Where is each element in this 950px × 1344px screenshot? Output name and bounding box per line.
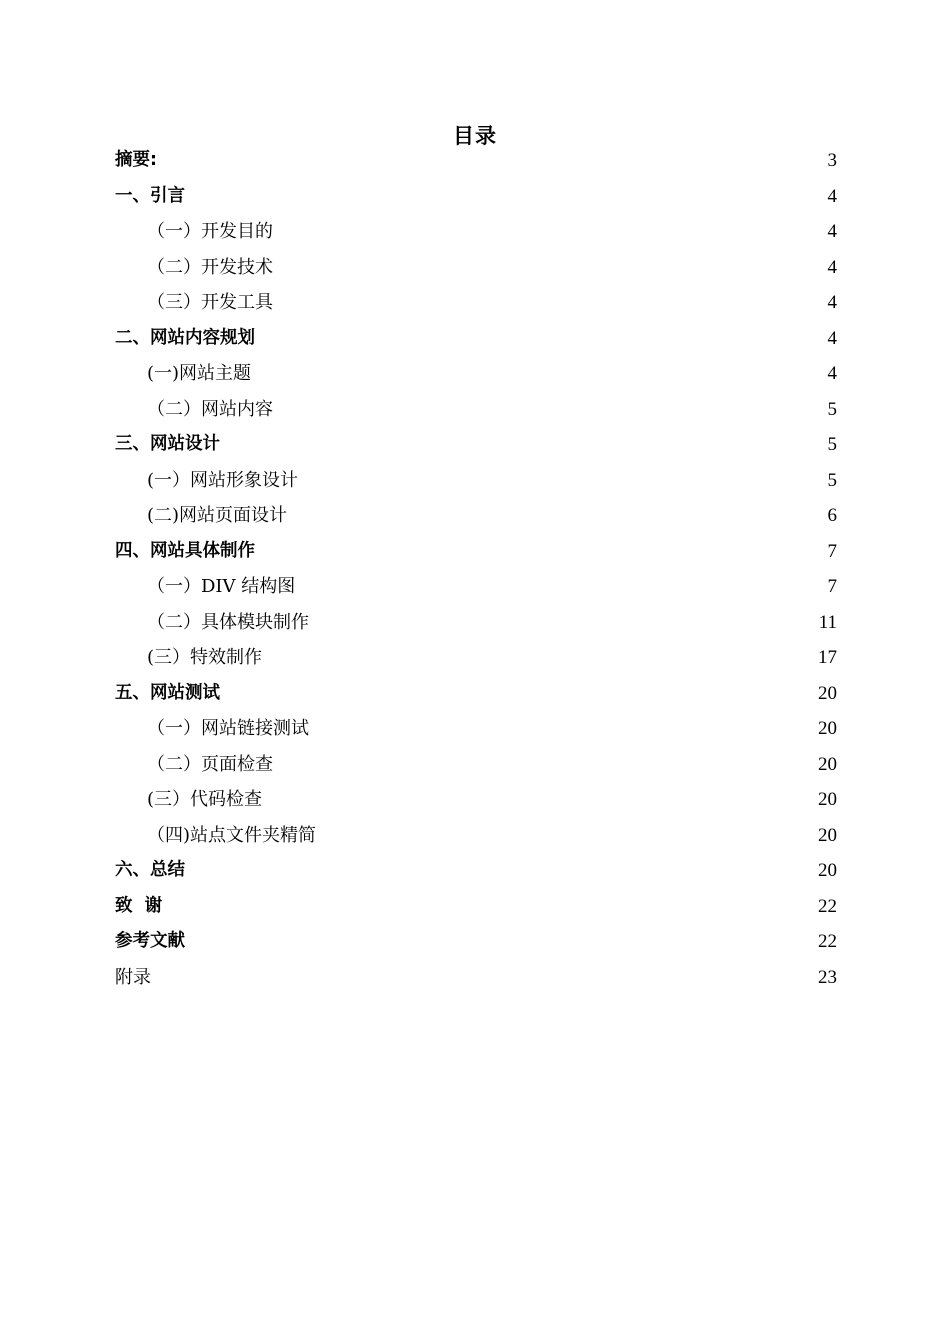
toc-entry-site-theme[interactable] bbox=[0, 356, 950, 392]
toc-entry-page-number: 5 bbox=[827, 398, 837, 420]
toc-entry-label: 二、网站内容规划 bbox=[115, 327, 255, 348]
toc-entry-page-number: 22 bbox=[818, 931, 837, 952]
toc-entry-label: (一)网站主题 bbox=[147, 363, 252, 384]
toc-entry-introduction[interactable] bbox=[0, 179, 950, 215]
toc-list bbox=[0, 143, 950, 995]
toc-entry-label: （一）网站链接测试 bbox=[147, 718, 309, 739]
toc-entry-page-number: 4 bbox=[827, 292, 837, 313]
toc-entry-page-number: 7 bbox=[827, 540, 837, 562]
toc-entry-label: （二）页面检查 bbox=[147, 753, 273, 775]
toc-entry-page-number: 4 bbox=[827, 327, 837, 349]
toc-entry-references[interactable] bbox=[0, 924, 950, 960]
toc-entry-page-number: 20 bbox=[818, 824, 837, 846]
toc-entry-label: （三）开发工具 bbox=[147, 292, 273, 313]
toc-entry-acknowledgements[interactable] bbox=[0, 889, 950, 925]
toc-entry-page-number: 5 bbox=[827, 469, 837, 491]
toc-entry-link-testing[interactable] bbox=[0, 711, 950, 747]
toc-entry-label: （二）开发技术 bbox=[147, 256, 273, 278]
toc-entry-page-number: 4 bbox=[827, 363, 837, 384]
toc-entry-page-number: 6 bbox=[827, 505, 837, 526]
toc-entry-page-number: 11 bbox=[818, 611, 837, 633]
toc-entry-label: 摘要: bbox=[115, 150, 157, 170]
toc-entry-folder-cleanup[interactable] bbox=[0, 818, 950, 854]
toc-entry-label: (三）特效制作 bbox=[147, 647, 263, 668]
toc-entry-site-content[interactable] bbox=[0, 392, 950, 428]
toc-entry-label: (三）代码检查 bbox=[147, 789, 263, 810]
toc-entry-site-design[interactable] bbox=[0, 427, 950, 463]
toc-entry-page-number: 4 bbox=[827, 256, 837, 278]
toc-entry-effects[interactable] bbox=[0, 640, 950, 676]
toc-entry-page-number: 20 bbox=[818, 789, 837, 810]
toc-entry-site-production[interactable] bbox=[0, 534, 950, 570]
toc-entry-page-number: 17 bbox=[818, 647, 837, 668]
toc-entry-label: 参考文献 bbox=[115, 931, 185, 951]
toc-entry-dev-tools[interactable] bbox=[0, 285, 950, 321]
toc-entry-page-design[interactable] bbox=[0, 498, 950, 534]
toc-entry-page-number: 4 bbox=[827, 221, 837, 242]
toc-entry-label: (二)网站页面设计 bbox=[147, 505, 288, 526]
toc-entry-summary[interactable] bbox=[0, 853, 950, 889]
toc-entry-label: 一、引言 bbox=[115, 185, 185, 206]
toc-entry-abstract[interactable] bbox=[0, 143, 950, 179]
toc-entry-page-number: 20 bbox=[818, 718, 837, 739]
toc-entry-label: 四、网站具体制作 bbox=[115, 540, 255, 561]
toc-entry-content-planning[interactable] bbox=[0, 321, 950, 357]
toc-entry-label: 六、总结 bbox=[115, 860, 185, 880]
toc-entry-appendix[interactable] bbox=[0, 960, 950, 996]
toc-entry-page-number: 5 bbox=[827, 434, 837, 455]
toc-entry-page-check[interactable] bbox=[0, 747, 950, 783]
toc-entry-label: （一）开发目的 bbox=[147, 221, 273, 242]
toc-entry-label: （二）网站内容 bbox=[147, 398, 273, 420]
toc-entry-page-number: 20 bbox=[818, 860, 837, 881]
toc-entry-page-number: 7 bbox=[827, 576, 837, 597]
toc-entry-page-number: 20 bbox=[818, 753, 837, 775]
toc-entry-dev-purpose[interactable] bbox=[0, 214, 950, 250]
toc-entry-label: （四)站点文件夹精简 bbox=[147, 824, 317, 846]
toc-entry-image-design[interactable] bbox=[0, 463, 950, 499]
toc-entry-page-number: 4 bbox=[827, 185, 837, 207]
toc-entry-site-testing[interactable] bbox=[0, 676, 950, 712]
toc-entry-page-number: 23 bbox=[818, 966, 837, 988]
toc-entry-label: 五、网站测试 bbox=[115, 682, 220, 703]
toc-entry-module-production[interactable] bbox=[0, 605, 950, 641]
toc-entry-label: （二）具体模块制作 bbox=[147, 611, 309, 633]
toc-entry-label: (一）网站形象设计 bbox=[147, 469, 299, 491]
toc-entry-code-check[interactable] bbox=[0, 782, 950, 818]
toc-entry-page-number: 22 bbox=[818, 895, 837, 917]
toc-title: 目录 bbox=[453, 124, 497, 148]
toc-entry-page-number: 3 bbox=[827, 150, 837, 171]
toc-entry-label: 致 谢 bbox=[115, 895, 163, 916]
toc-entry-label: 附录 bbox=[115, 966, 151, 988]
toc-entry-label: （一）DIV 结构图 bbox=[147, 576, 296, 597]
toc-entry-label: 三、网站设计 bbox=[115, 434, 220, 454]
toc-entry-div-structure[interactable] bbox=[0, 569, 950, 605]
toc-entry-page-number: 20 bbox=[818, 682, 837, 704]
toc-entry-dev-technology[interactable] bbox=[0, 250, 950, 286]
